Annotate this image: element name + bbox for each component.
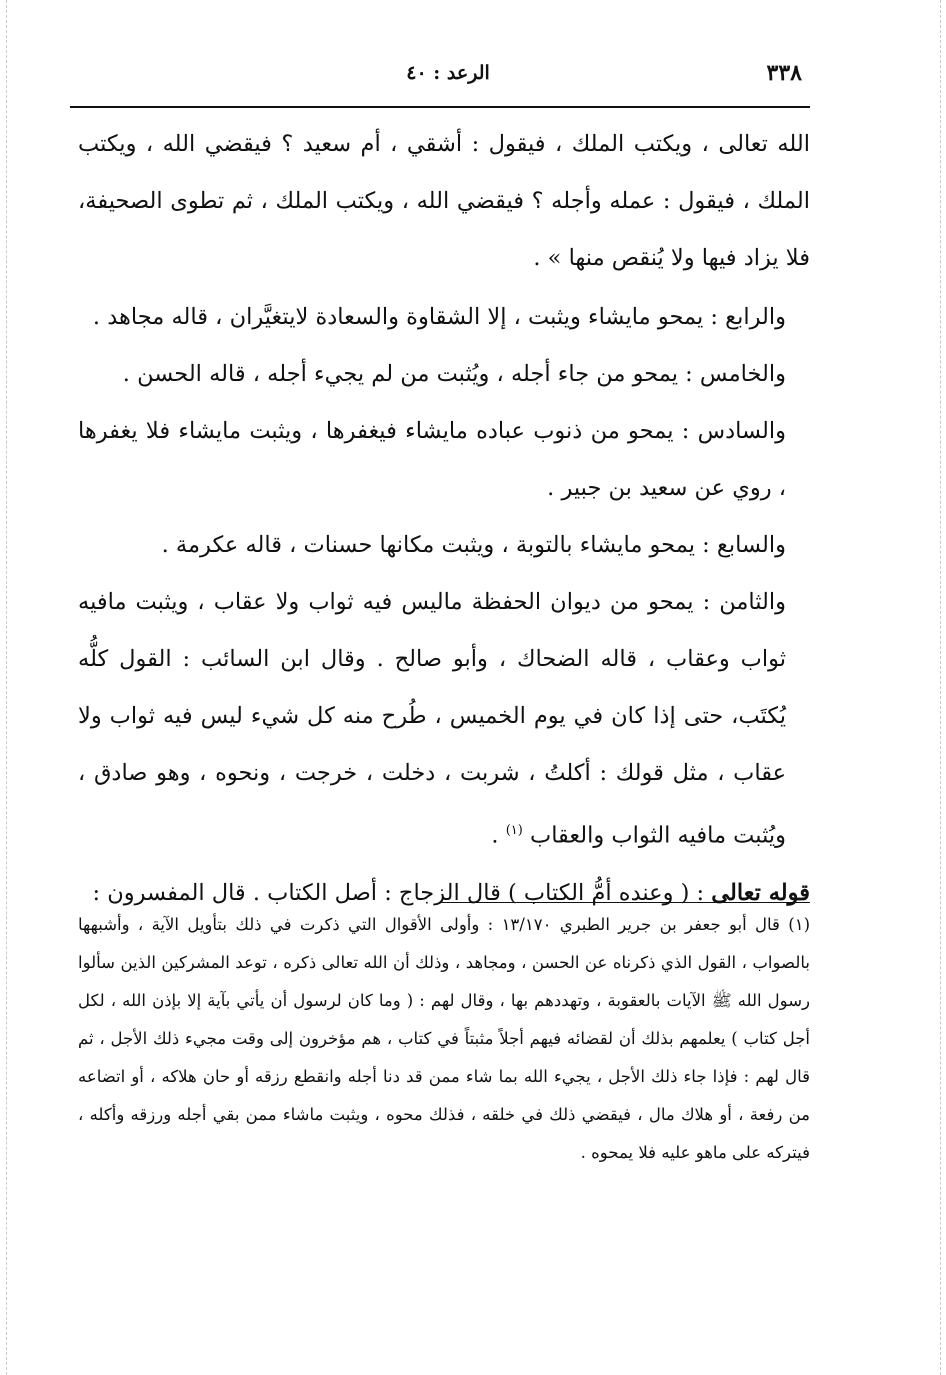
footnote-marker: (١) [505,823,523,838]
main-text [78,116,810,922]
paragraph: والخامس : يمحو من جاء أجله ، ويُثبت من لم يجيء أجله ، قاله الحسن . [122,361,786,387]
paragraph-text: : ( وعنده أمُّ الكتاب ) قال الزجاج : أصل الكتاب . قال المفسرون : [92,879,712,906]
page-number: ٣٣٨ [766,60,802,86]
running-title: الرعد : ٤٠ [406,62,490,84]
verse-lead: قوله تعالى [711,879,810,906]
footnote [78,906,810,1172]
scan-border-line [940,0,941,1375]
paragraph [78,574,810,865]
scan-border-line [6,0,7,1375]
paragraph-text: والثامن : يمحو من ديوان الحفظة ماليس فيه ثواب ولا عقاب ، ويثبت مافيه ثواب وعقاب ، قاله الضحاك ، وأبو صالح . وقال ابن السائب : القول كلُّه يُكتَب، حتى إذا كان في يوم الخميس ، طُرح منه كل شيء ليس فيه ثواب ولا عقاب ، مثل قولك : أكلتُ ، شربت ، دخلت ، خرجت ، ونحوه ، وهو صادق ، ويُثبت مافيه الثواب والعقاب [78,589,786,849]
header-rule [70,106,810,108]
paragraph: الله تعالى ، ويكتب الملك ، فيقول : أشقي ، أم سعيد ؟ فيقضي الله ، ويكتب الملك ، فيقول : عمله وأجله ؟ فيقضي الله ، ويكتب الملك ، ثم تطوى الصحيفة، فلا يزاد فيها ولا يُنقص منها » . [78,131,810,271]
paragraph: والسادس : يمحو من ذنوب عباده مايشاء فيغفرها ، ويثبت مايشاء فلا يغفرها ، روي عن سعيد بن جبير . [78,418,786,501]
page-header [78,58,810,98]
footnote-text: (١) قال أبو جعفر بن جرير الطبري ١٣/١٧٠ : وأولى الأقوال التي ذكرت في ذلك بتأويل الآية ، وأشبهها بالصواب ، القول الذي ذكرناه عن الحسن ، ومجاهد ، وذلك أن الله تعالى ذكره ، توعد المشركين الذين سألوا رسول الله ﷺ الآيات بالعقوبة ، وتهددهم بها ، وقال لهم : ( وما كان لرسول أن يأتي بآية إلا بإذن الله ، لكل أجل كتاب ) يعلمهم بذلك أن لقضائه فيهم أجلاً مثبتاً في كتاب ، هم مؤخرون إلى وقت مجيء ذلك الأجل ، ثم قال لهم : فإذا جاء ذلك الأجل ، يجيء الله بما شاء ممن قد دنا أجله وانقطع رزقه أو حان هلاكه ، أو اتضاعه من رفعة ، أو هلاك مال ، فيقضي ذلك في خلقه ، فذلك محوه ، ويثبت ماشاء ممن بقي أجله ورزقه وأكله ، فيتركه على ماهو عليه فلا يمحوه . [78,915,810,1162]
paragraph-end: . [491,822,506,849]
paragraph: والرابع : يمحو مايشاء ويثبت ، إلا الشقاوة والسعادة لايتغيَّران ، قاله مجاهد . [92,304,786,330]
paragraph: والسابع : يمحو مايشاء بالتوبة ، ويثبت مكانها حسنات ، قاله عكرمة . [161,532,786,558]
footnote-rule [440,902,810,903]
